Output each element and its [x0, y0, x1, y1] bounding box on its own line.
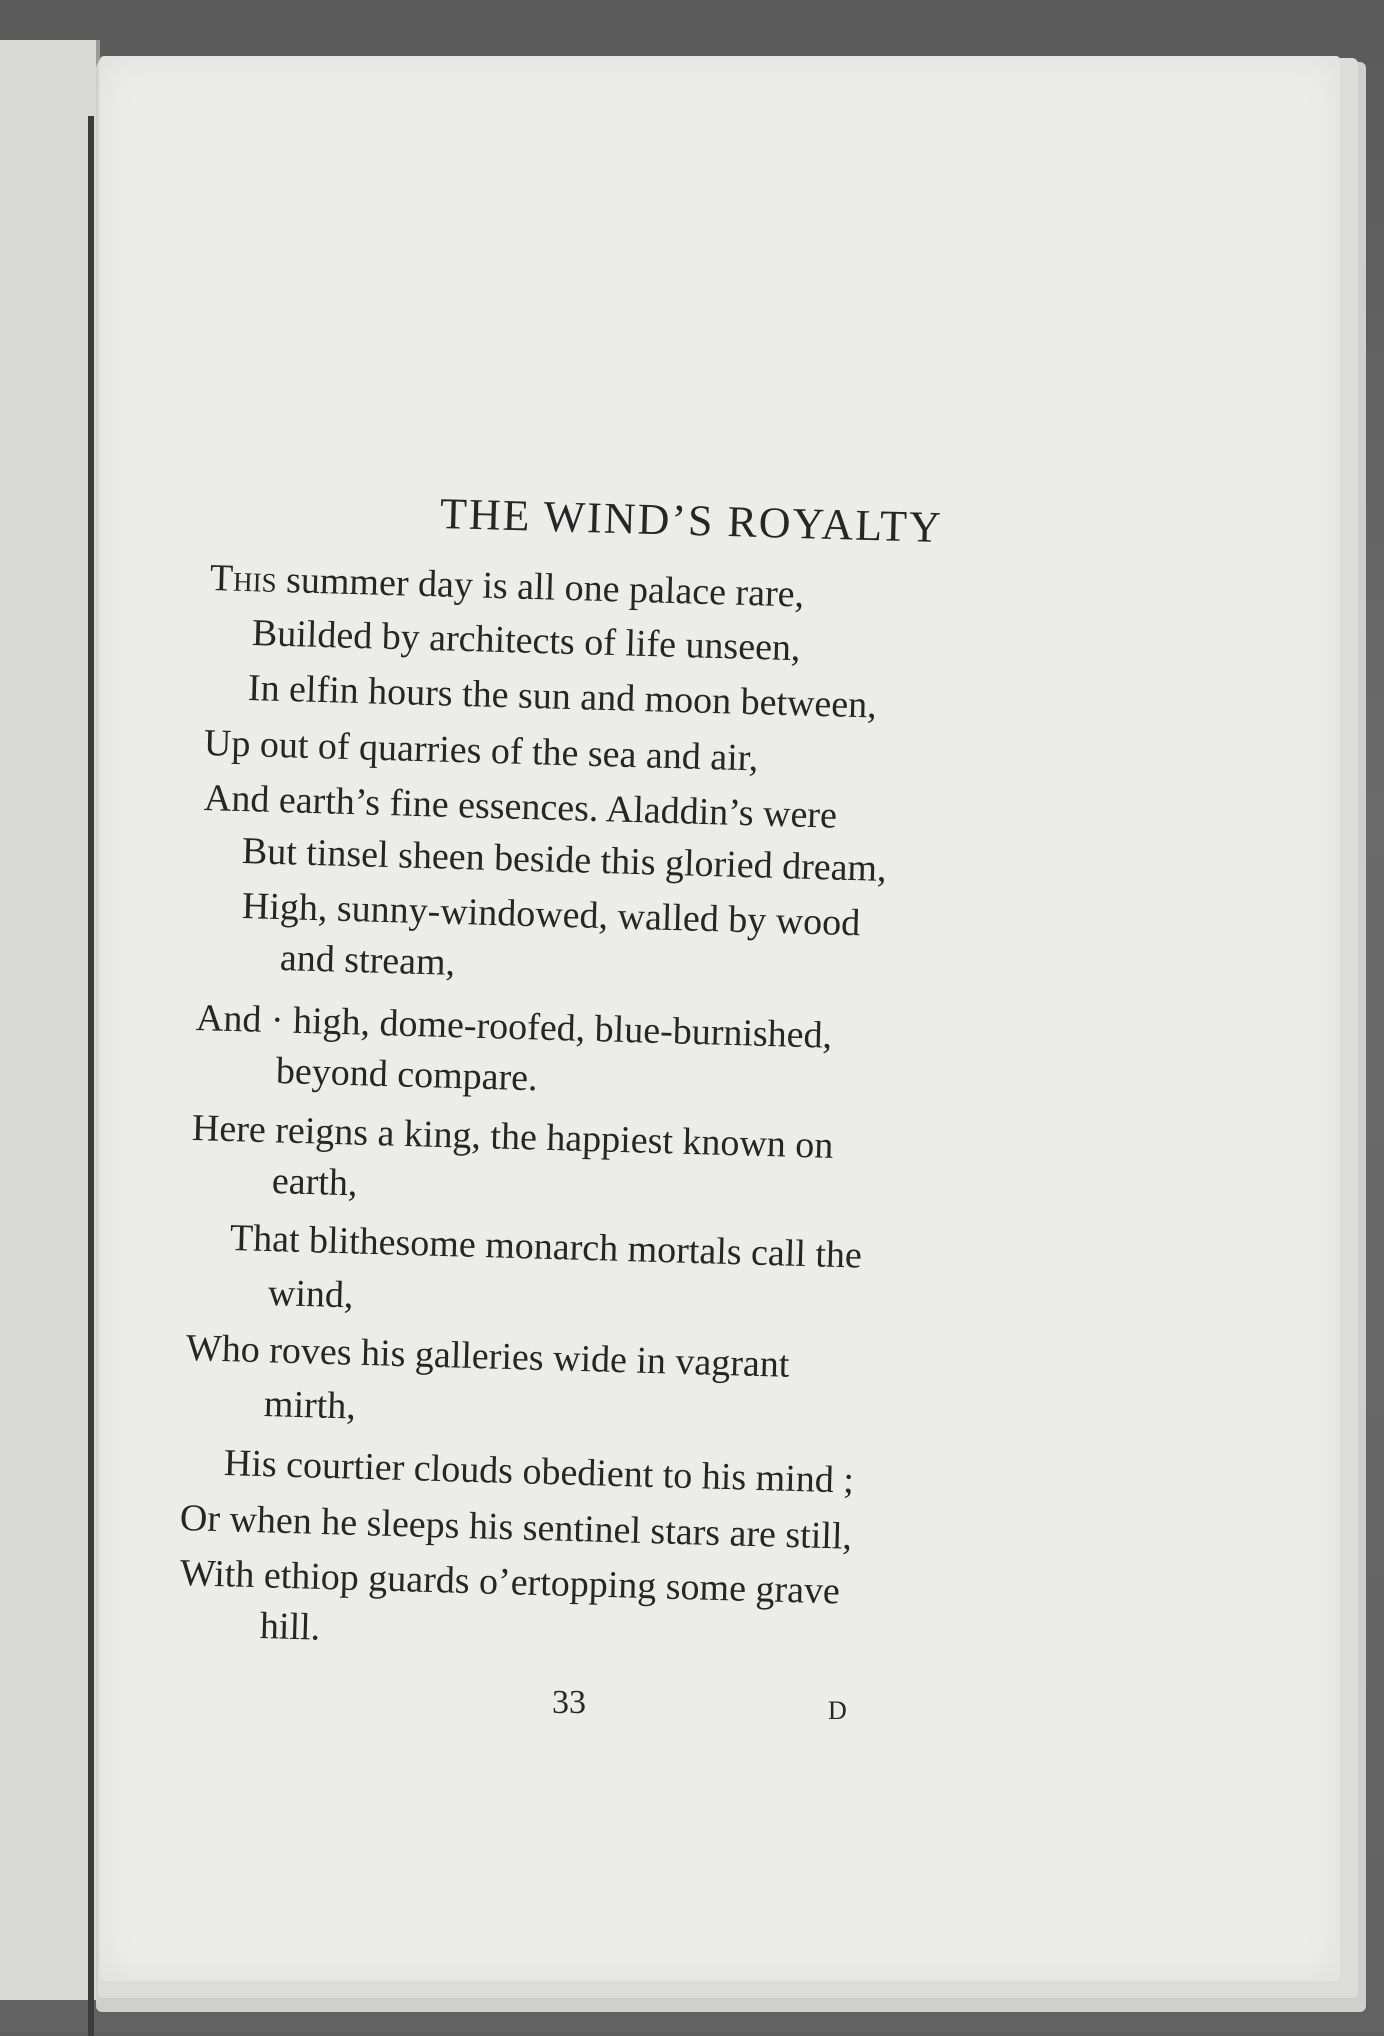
poem-line: But tinsel sheen beside this gloried dream, — [241, 830, 888, 890]
poem-line: High, sunny-windowed, walled by wood — [241, 885, 861, 945]
gutter-shadow — [88, 116, 94, 2036]
poem-line: Or when he sleeps his sentinel stars are still, — [179, 1497, 853, 1558]
poem-line: earth, — [271, 1160, 359, 1205]
poem-line: and stream, — [279, 937, 456, 984]
poem-title: THE WIND’S ROYALTY — [439, 489, 944, 553]
poem-line: mirth, — [263, 1383, 357, 1428]
poem-line: His courtier clouds obedient to his mind ; — [223, 1442, 855, 1502]
page-number: 33 — [552, 1684, 586, 1721]
poem-line: And · high, dome-roofed, blue-burnished, — [195, 997, 833, 1057]
signature-mark: D — [828, 1696, 848, 1725]
poem-line: hill. — [259, 1605, 321, 1649]
poem-line: Who roves his galleries wide in vagrant — [185, 1327, 790, 1386]
poem-line: wind, — [267, 1272, 355, 1317]
poem-line: In elfin hours the sun and moon between, — [247, 667, 878, 727]
poem-line: That blithesome monarch mortals call the — [229, 1217, 863, 1277]
poem-line: beyond compare. — [275, 1050, 539, 1100]
poem-body — [100, 56, 1340, 1981]
poem-line: Builded by architects of life unseen, — [251, 612, 802, 670]
poem-first-word: This — [209, 557, 278, 601]
poem-line — [209, 556, 804, 617]
poem-line: Up out of quarries of the sea and air, — [203, 722, 759, 780]
poem-first-line-rest: summer day is all one palace rare, — [276, 558, 805, 616]
poem-line: With ethiop guards o’ertopping some grave — [179, 1552, 841, 1613]
facing-page-edge — [0, 40, 100, 2000]
book-page — [100, 56, 1340, 1981]
poem-line: And earth’s fine essences. Aladdin’s were — [203, 777, 838, 837]
poem-line: Here reigns a king, the happiest known on — [191, 1107, 834, 1167]
